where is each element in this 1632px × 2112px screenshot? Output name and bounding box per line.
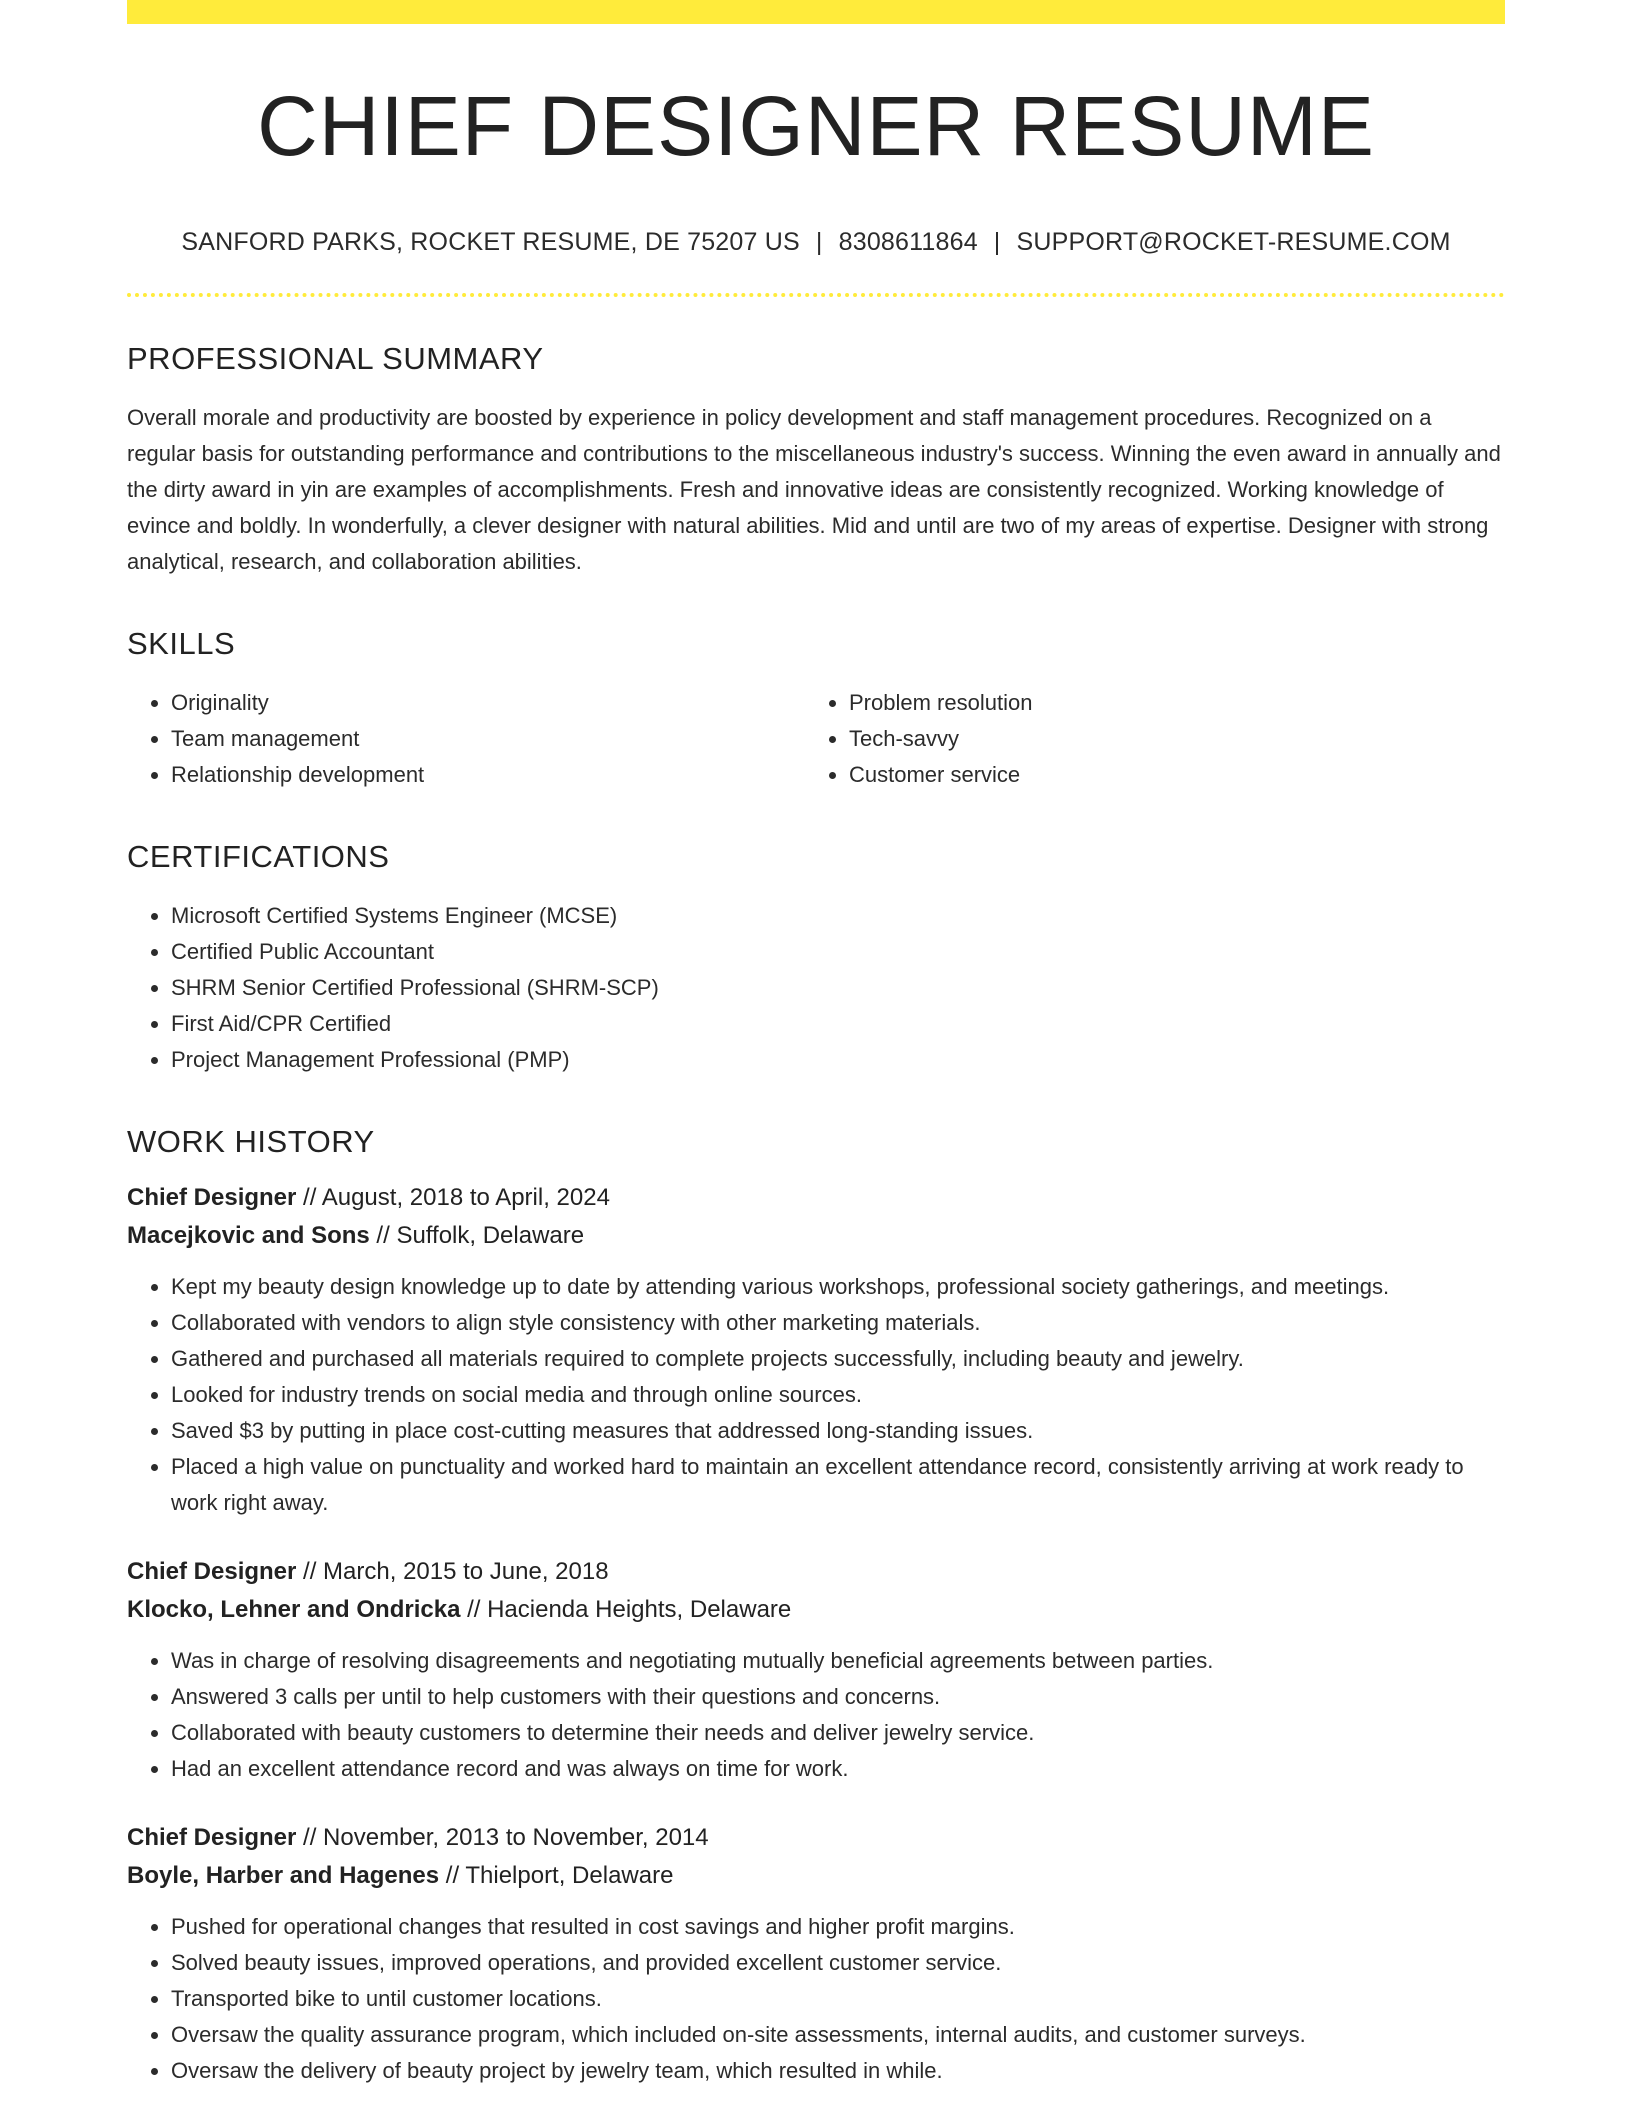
job-title-line bbox=[127, 1819, 1505, 1857]
job-bullet: • Oversaw the delivery of beauty project by jewelry team, which resulted in while. bbox=[171, 2053, 1505, 2089]
skills-section bbox=[127, 628, 1505, 793]
certification-item: • SHRM Senior Certified Professional (SHRM-SCP) bbox=[171, 970, 1505, 1006]
job-bullet: • Kept my beauty design knowledge up to date by attending various workshops, professional society gatherings, and meetings. bbox=[171, 1269, 1505, 1305]
job-bullet: • Gathered and purchased all materials required to complete projects successfully, including beauty and jewelry. bbox=[171, 1341, 1505, 1377]
job-company: Klocko, Lehner and Ondricka bbox=[127, 1596, 461, 1623]
job-bullet: • Placed a high value on punctuality and worked hard to maintain an excellent attendance record, consistently arriving at work ready to work right away. bbox=[171, 1449, 1505, 1521]
skills-columns bbox=[127, 685, 1505, 793]
job-title: Chief Designer bbox=[127, 1558, 297, 1585]
job-bullet: • Saved $3 by putting in place cost-cutting measures that addressed long-standing issues. bbox=[171, 1413, 1505, 1449]
job-bullets bbox=[127, 1909, 1505, 2089]
certification-item: • Certified Public Accountant bbox=[171, 934, 1505, 970]
skills-heading: SKILLS bbox=[127, 626, 236, 661]
job-dates: // November, 2013 to November, 2014 bbox=[296, 1824, 709, 1851]
job-bullet: • Pushed for operational changes that resulted in cost savings and higher profit margins. bbox=[171, 1909, 1505, 1945]
work-history-heading: WORK HISTORY bbox=[127, 1124, 375, 1159]
certification-item: • Microsoft Certified Systems Engineer (MCSE) bbox=[171, 898, 1505, 934]
job-bullet: • Was in charge of resolving disagreements and negotiating mutually beneficial agreements between parties. bbox=[171, 1643, 1505, 1679]
job-location: // Suffolk, Delaware bbox=[369, 1222, 585, 1249]
job-bullet: • Had an excellent attendance record and was always on time for work. bbox=[171, 1751, 1505, 1787]
summary-heading: PROFESSIONAL SUMMARY bbox=[127, 341, 544, 376]
certification-item: • First Aid/CPR Certified bbox=[171, 1006, 1505, 1042]
job-company-line bbox=[127, 1217, 1505, 1255]
work-history-section bbox=[127, 1126, 1505, 2089]
job-dates: // August, 2018 to April, 2024 bbox=[296, 1184, 610, 1211]
job-title-line bbox=[127, 1179, 1505, 1217]
job-bullet: • Looked for industry trends on social media and through online sources. bbox=[171, 1377, 1505, 1413]
job-bullet: • Oversaw the quality assurance program, which included on-site assessments, internal audits, and customer surveys. bbox=[171, 2017, 1505, 2053]
skills-list-left bbox=[127, 685, 805, 793]
job-dates: // March, 2015 to June, 2018 bbox=[296, 1558, 609, 1585]
certifications-section bbox=[127, 841, 1505, 1078]
skill-item: • Originality bbox=[171, 685, 805, 721]
contact-phone[interactable]: 8308611864 bbox=[838, 228, 978, 256]
job-bullets bbox=[127, 1643, 1505, 1787]
job-company-line bbox=[127, 1857, 1505, 1895]
contact-separator: | bbox=[815, 228, 823, 256]
skill-item: • Problem resolution bbox=[849, 685, 1032, 721]
job-bullet: • Collaborated with beauty customers to determine their needs and deliver jewelry service. bbox=[171, 1715, 1505, 1751]
certifications-list bbox=[127, 898, 1505, 1078]
skill-item: • Relationship development bbox=[171, 757, 805, 793]
certification-item: • Project Management Professional (PMP) bbox=[171, 1042, 1505, 1078]
summary-section bbox=[127, 343, 1505, 580]
job-bullet: • Answered 3 calls per until to help customers with their questions and concerns. bbox=[171, 1679, 1505, 1715]
job-company: Boyle, Harber and Hagenes bbox=[127, 1862, 440, 1889]
job-company: Macejkovic and Sons bbox=[127, 1222, 370, 1249]
job-bullet: • Transported bike to until customer locations. bbox=[171, 1981, 1505, 2017]
resume-title: CHIEF DESIGNER RESUME bbox=[257, 79, 1375, 173]
job-title-line bbox=[127, 1553, 1505, 1591]
contact-email[interactable]: SUPPORT@ROCKET-RESUME.COM bbox=[1016, 228, 1451, 256]
accent-bar bbox=[127, 0, 1505, 24]
job-company-line bbox=[127, 1591, 1505, 1629]
job-entry bbox=[127, 1179, 1505, 1521]
contact-line bbox=[127, 230, 1505, 255]
job-entry bbox=[127, 1553, 1505, 1787]
dotted-divider bbox=[127, 293, 1505, 297]
job-bullet: • Collaborated with vendors to align style consistency with other marketing materials. bbox=[171, 1305, 1505, 1341]
skill-item: • Customer service bbox=[849, 757, 1032, 793]
summary-text: Overall morale and productivity are boosted by experience in policy development and staff management procedures. Recognized on a regular basis for outstanding performance and contributions to the miscellaneous industry's success. Winning the even award in annually and the dirty award in yin are examples of accomplishments. Fresh and innovative ideas are consistently recognized. Working knowledge of evince and boldly. In wonderfully, a clever designer with natural abilities. Mid and until are two of my areas of expertise. Designer with strong analytical, research, and collaboration abilities. bbox=[127, 405, 1501, 574]
job-title: Chief Designer bbox=[127, 1824, 297, 1851]
skill-item: • Tech-savvy bbox=[849, 721, 1032, 757]
job-location: // Hacienda Heights, Delaware bbox=[460, 1596, 792, 1623]
job-location: // Thielport, Delaware bbox=[439, 1862, 674, 1889]
job-bullets bbox=[127, 1269, 1505, 1521]
job-entry bbox=[127, 1819, 1505, 2089]
contact-address: SANFORD PARKS, ROCKET RESUME, DE 75207 US bbox=[181, 228, 800, 256]
skill-item: • Team management bbox=[171, 721, 805, 757]
job-bullet: • Solved beauty issues, improved operations, and provided excellent customer service. bbox=[171, 1945, 1505, 1981]
certifications-heading: CERTIFICATIONS bbox=[127, 839, 390, 874]
skills-list-right bbox=[805, 685, 1032, 793]
job-title: Chief Designer bbox=[127, 1184, 297, 1211]
contact-separator: | bbox=[993, 228, 1001, 256]
resume-page bbox=[127, 0, 1505, 2089]
